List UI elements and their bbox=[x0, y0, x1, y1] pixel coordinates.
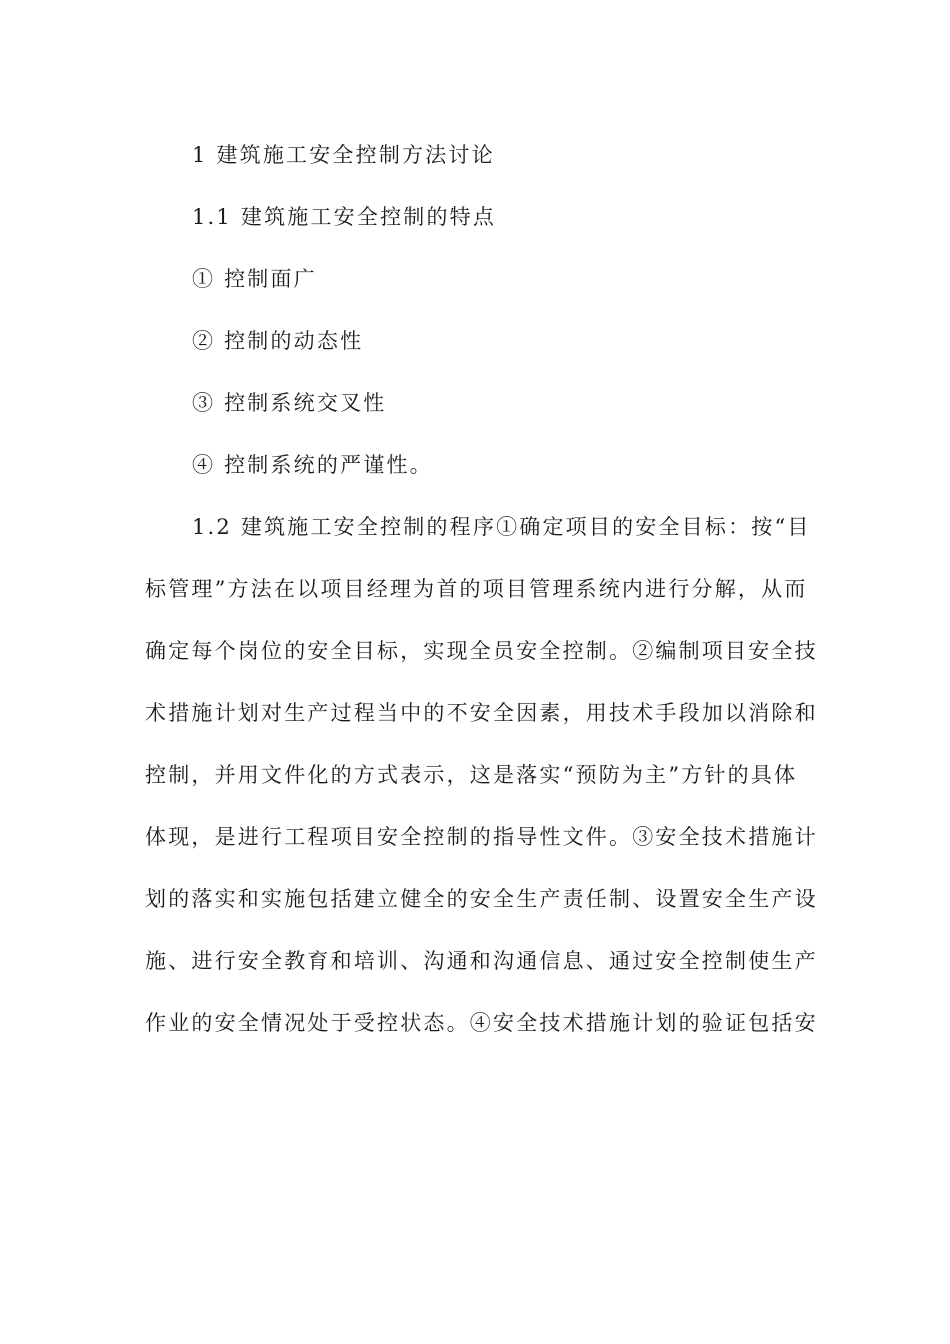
paragraph-line: 体现，是进行工程项目安全控制的指导性文件。③安全技术措施计 bbox=[145, 825, 818, 849]
subsection-heading: 1.1 建筑施工安全控制的特点 bbox=[192, 205, 497, 229]
paragraph-line: 确定每个岗位的安全目标，实现全员安全控制。②编制项目安全技 bbox=[145, 639, 818, 663]
list-item: ① 控制面广 bbox=[192, 267, 317, 291]
paragraph-line: 作业的安全情况处于受控状态。④安全技术措施计划的验证包括安 bbox=[145, 1011, 818, 1035]
paragraph-line: 施、进行安全教育和培训、沟通和沟通信息、通过安全控制使生产 bbox=[145, 949, 818, 973]
list-item: ② 控制的动态性 bbox=[192, 329, 364, 353]
list-item: ③ 控制系统交叉性 bbox=[192, 391, 387, 415]
paragraph-line: 标管理”方法在以项目经理为首的项目管理系统内进行分解，从而 bbox=[145, 577, 808, 601]
paragraph-line: 术措施计划对生产过程当中的不安全因素，用技术手段加以消除和 bbox=[145, 701, 818, 725]
paragraph-line: 划的落实和实施包括建立健全的安全生产责任制、设置安全生产设 bbox=[145, 887, 818, 911]
paragraph-line: 1.2 建筑施工安全控制的程序①确定项目的安全目标：按“目 bbox=[192, 515, 811, 539]
document-body bbox=[145, 124, 818, 1054]
section-heading: 1 建筑施工安全控制方法讨论 bbox=[192, 143, 495, 167]
list-item: ④ 控制系统的严谨性。 bbox=[192, 453, 433, 477]
paragraph-line: 控制，并用文件化的方式表示，这是落实“预防为主”方针的具体 bbox=[145, 763, 798, 787]
